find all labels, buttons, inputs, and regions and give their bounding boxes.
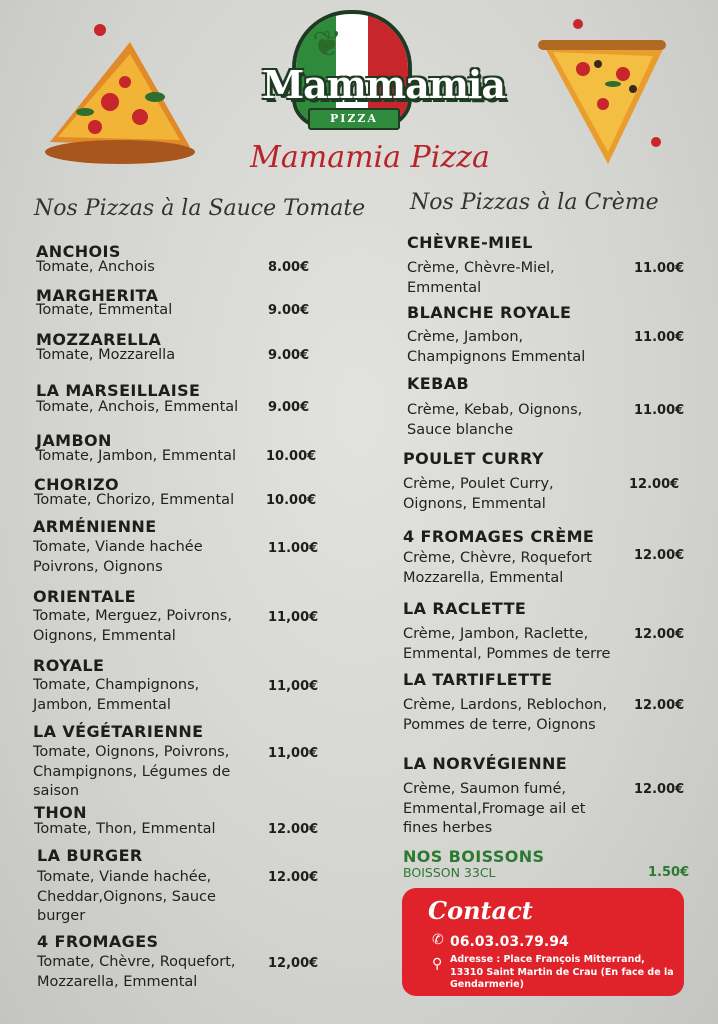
- menu-item-name: 4 FROMAGES: [37, 932, 159, 951]
- menu-item-price: 11.00€: [268, 541, 319, 556]
- menu-item-name: LA MARSEILLAISE: [36, 381, 201, 400]
- menu-item-desc: Crème, Jambon, Champignons Emmental: [407, 329, 586, 365]
- menu-item-price: 11,00€: [268, 610, 319, 625]
- menu-item-desc: Tomate, Merguez, Poivrons, Oignons, Emmental: [33, 608, 232, 644]
- menu-item-name: ANCHOIS: [36, 242, 121, 261]
- menu-item-name: THON: [34, 803, 87, 822]
- menu-item-desc: Crème, Chèvre, Roquefort Mozzarella, Emmental: [403, 550, 592, 586]
- contact-phone[interactable]: 06.03.03.79.94: [450, 934, 569, 950]
- menu-item-name: MOZZARELLA: [36, 330, 162, 349]
- contact-title: Contact: [428, 896, 533, 925]
- menu-item-name: POULET CURRY: [403, 449, 544, 468]
- menu-item-name: MARGHERITA: [36, 286, 159, 305]
- menu-item-desc: Tomate, Emmental: [36, 302, 173, 318]
- menu-item-desc: Crème, Lardons, Reblochon, Pommes de terre, Oignons: [403, 697, 607, 733]
- menu-item-desc: Crème, Saumon fumé, Emmental,Fromage ail et fines herbes: [403, 781, 586, 836]
- drinks-title: NOS BOISSONS: [403, 847, 545, 866]
- menu-item-desc: Tomate, Jambon, Emmental: [36, 448, 236, 464]
- menu-item-price: 12.00€: [634, 782, 685, 797]
- menu-item-name: LA TARTIFLETTE: [403, 670, 553, 689]
- drink-item: BOISSON 33CL: [403, 865, 496, 880]
- menu-item-price: 12.00€: [634, 548, 685, 563]
- menu-item-name: LA RACLETTE: [403, 599, 527, 618]
- menu-item-price: 12.00€: [634, 627, 685, 642]
- menu-item-desc: Tomate, Mozzarella: [36, 347, 176, 363]
- menu-item-price: 12.00€: [268, 822, 319, 837]
- menu-item-price: 12.00€: [629, 477, 680, 492]
- menu-item-name: CHORIZO: [34, 475, 120, 494]
- menu-item-price: 9.00€: [268, 303, 310, 318]
- menu-item-price: 11.00€: [634, 403, 685, 418]
- menu-item-desc: Tomate, Thon, Emmental: [34, 821, 216, 837]
- location-pin-icon: ⚲: [432, 956, 443, 972]
- menu-item-desc: Tomate, Anchois, Emmental: [36, 399, 239, 415]
- menu-item-desc: Tomate, Anchois: [36, 259, 155, 275]
- menu-item-price: 9.00€: [268, 348, 310, 363]
- menu-item-price: 11,00€: [268, 746, 319, 761]
- menu-item-name: ARMÉNIENNE: [33, 517, 157, 536]
- logo-word: Mammamia: [262, 62, 505, 107]
- menu-item-name: KEBAB: [407, 374, 470, 393]
- menu-item-name: CHÈVRE-MIEL: [407, 233, 533, 252]
- menu-item-price: 8.00€: [268, 260, 310, 275]
- menu-item-desc: Crème, Kebab, Oignons, Sauce blanche: [407, 402, 583, 438]
- pizza-slice-image: [538, 14, 668, 174]
- contact-address: Adresse : Place François Mitterrand, 13310 Saint Martin de Crau (En face de la Gendarmerie): [450, 954, 674, 990]
- menu-item-name: LA NORVÉGIENNE: [403, 754, 568, 773]
- menu-item-desc: Tomate, Champignons, Jambon, Emmental: [33, 677, 200, 713]
- menu-item-desc: Crème, Poulet Curry, Oignons, Emmental: [403, 476, 554, 512]
- menu-item-name: ORIENTALE: [33, 587, 136, 606]
- contact-box: [402, 888, 684, 996]
- menu-item-name: LA VÉGÉTARIENNE: [33, 722, 204, 741]
- logo: [262, 10, 505, 150]
- pizza-slices-image: [40, 22, 210, 172]
- menu-item-name: BLANCHE ROYALE: [407, 303, 572, 322]
- menu-item-desc: Crème, Chèvre-Miel, Emmental: [407, 260, 555, 296]
- drink-price: 1.50€: [648, 865, 690, 880]
- logo-ribbon: PIZZA: [308, 108, 400, 130]
- menu-item-price: 10.00€: [266, 449, 317, 464]
- phone-icon: ✆: [432, 932, 444, 948]
- basil-leaf-icon: ❦: [312, 24, 343, 65]
- menu-item-desc: Tomate, Viande hachée Poivrons, Oignons: [33, 539, 203, 575]
- menu-item-price: 12,00€: [268, 956, 319, 971]
- menu-item-price: 11.00€: [634, 330, 685, 345]
- menu-item-desc: Tomate, Oignons, Poivrons, Champignons, Légumes de saison: [33, 744, 231, 799]
- tomate-section-title: Nos Pizzas à la Sauce Tomate: [34, 196, 366, 221]
- menu-item-price: 12.00€: [268, 870, 319, 885]
- menu-item-name: LA BURGER: [37, 846, 143, 865]
- menu-item-name: JAMBON: [36, 431, 112, 450]
- creme-section-title: Nos Pizzas à la Crème: [410, 190, 659, 215]
- brand-title: Mamamia Pizza: [250, 140, 490, 175]
- menu-item-desc: Tomate, Chèvre, Roquefort, Mozzarella, Emmental: [37, 954, 236, 990]
- menu-item-price: 11.00€: [634, 261, 685, 276]
- menu-item-price: 12.00€: [634, 698, 685, 713]
- menu-item-price: 9.00€: [268, 400, 310, 415]
- menu-item-name: 4 FROMAGES CRÈME: [403, 527, 595, 546]
- menu-item-desc: Tomate, Chorizo, Emmental: [34, 492, 235, 508]
- menu-item-desc: Tomate, Viande hachée, Cheddar,Oignons, Sauce burger: [37, 869, 216, 924]
- menu-item-name: ROYALE: [33, 656, 105, 675]
- menu-item-desc: Crème, Jambon, Raclette, Emmental, Pommes de terre: [403, 626, 611, 662]
- menu-item-price: 11,00€: [268, 679, 319, 694]
- menu-item-price: 10.00€: [266, 493, 317, 508]
